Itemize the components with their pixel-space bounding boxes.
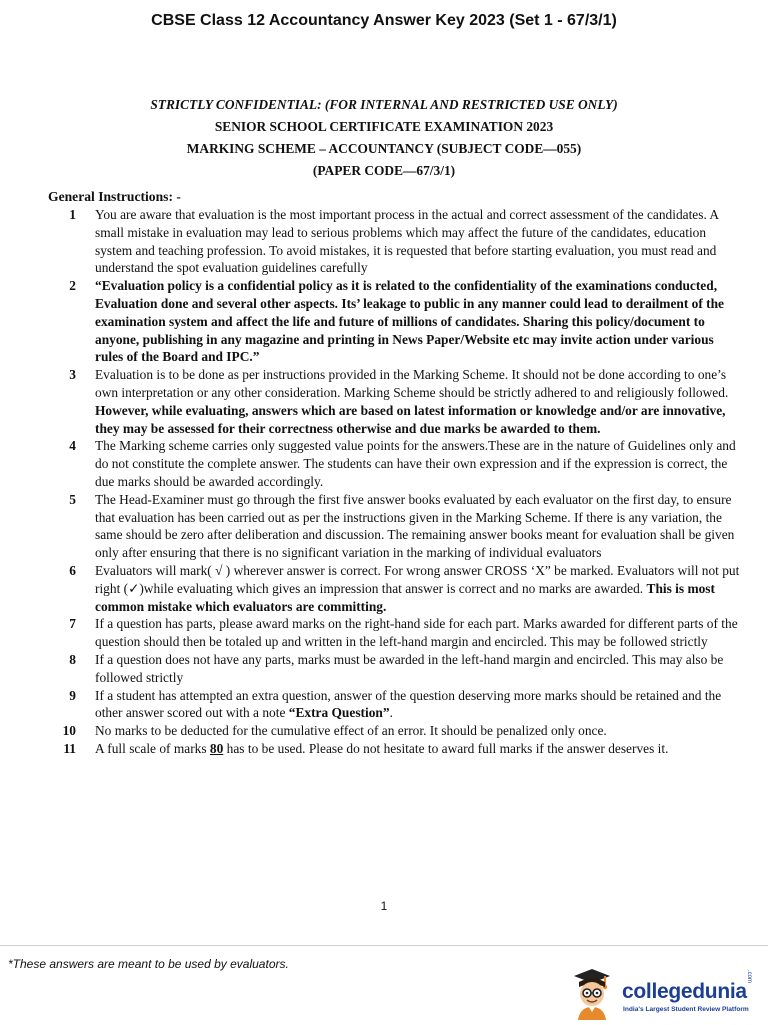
instruction-item-5 [48,491,740,562]
item-text: Evaluators will mark( √ ) wherever answer is correct. For wrong answer CROSS ‘X” be marked. Evaluators will not put right (✓)while evaluating which gives an impression that answer is correct and no marks are awarded. This is most common mistake which evaluators are committing. [95,562,740,614]
instruction-item-2 [48,277,740,366]
instructions-list [48,206,740,758]
logo-dotcom: .com [746,970,752,984]
document-title: CBSE Class 12 Accountancy Answer Key 2023 (Set 1 - 67/3/1) [151,12,617,29]
item-number: 4 [69,438,76,454]
item-text: A full scale of marks 80 has to be used. Please do not hesitate to award full marks if the answer deserves it. [95,740,669,756]
confidential-block [0,94,768,182]
item-number: 3 [69,367,76,383]
collegedunia-logo[interactable] [570,966,760,1020]
logo-tagline: India's Largest Student Review Platform [623,1006,749,1013]
footer-divider [0,945,768,946]
instruction-item-7 [48,615,740,651]
item-text: If a question does not have any parts, marks must be awarded in the left-hand margin and encircled. This may also be followed strictly [95,651,724,685]
item-number: 2 [69,278,76,294]
item-number: 11 [63,740,76,756]
item-text: The Head-Examiner must go through the first five answer books evaluated by each evaluator on the first day, to ensure that evaluation has been carried out as per the instructions given in the Marking Scheme. If there is any variation, the same should be zero after deliberation and discussion. The remaining answer books meant for evaluation shall be given only after ensuring that there is no significant variation in the marking of individual evaluators [95,491,735,561]
item-text: The Marking scheme carries only suggested value points for the answers.These are in the nature of Guidelines only and do not constitute the complete answer. The students can have their own expression and if the expression is correct, the due marks should be awarded accordingly. [95,438,736,489]
item-text: If a student has attempted an extra question, answer of the question deserving more marks should be retained and the other answer scored out with a note “Extra Question”. [95,687,722,721]
instruction-item-4 [48,437,740,490]
item-number: 5 [69,491,76,507]
paper-code: (PAPER CODE—67/3/1) [312,163,456,178]
footer-note: *These answers are meant to be used by evaluators. [8,957,289,971]
item-text: If a question has parts, please award marks on the right-hand side for each part. Marks awarded for different parts of the question should then be totaled up and written in the left-hand margin and encircled. This may be followed strictly [95,616,738,650]
item-number: 9 [69,687,76,703]
item-number: 8 [69,651,76,667]
general-instructions-heading: General Instructions: - [48,189,181,204]
page-number: 1 [380,899,388,913]
item-text: “Evaluation policy is a confidential policy as it is related to the confidentiality of the examinations conducted, Evaluation done and several other aspects. Its’ leakage to public in any manner could lead to derailment of the examination system and affect the life and future of millions of candidates. Sharing this policy/document to anyone, publishing in any magazine and printing in News Paper/Website etc may invite action under various rules of the Board and IPC.” [95,278,724,365]
item-number: 6 [69,562,76,578]
instruction-item-3 [48,366,740,437]
instruction-item-9 [48,687,740,723]
student-mascot-icon [570,966,618,1020]
confidential-line: STRICTLY CONFIDENTIAL: (FOR INTERNAL AND RESTRICTED USE ONLY) [150,97,618,112]
instruction-item-1 [48,206,740,277]
item-number: 7 [69,616,76,632]
instruction-item-6 [48,562,740,615]
full-marks-value: 80 [209,740,224,756]
item-number: 1 [69,207,76,222]
instruction-item-11 [48,740,740,758]
instruction-item-8 [48,651,740,687]
item-text: Evaluation is to be done as per instructions provided in the Marking Scheme. It should not be done according to one’s own interpretation or any other consideration. Marking Scheme should be strictly adhered to and religiously followed. However, while evaluating, answers which are based on latest information or knowledge and/or are innovative, they may be assessed for their correctness otherwise and due marks be awarded to them. [95,367,729,436]
item-text: No marks to be deducted for the cumulative effect of an error. It should be penalized only once. [95,723,607,739]
item-text: You are aware that evaluation is the most important process in the actual and correct assessment of the candidates. A small mistake in evaluation may lead to serious problems which may affect the future of the candidates, education system and teaching profession. To avoid mistakes, it is requested that before starting evaluation, you must read and understand the spot evaluation guidelines carefully [95,207,719,276]
marking-scheme-title: MARKING SCHEME – ACCOUNTANCY (SUBJECT CODE—055) [186,141,582,156]
instruction-item-10 [48,722,740,740]
exam-name: SENIOR SCHOOL CERTIFICATE EXAMINATION 2023 [214,119,554,134]
logo-wordmark: collegedunia [622,980,747,1003]
item-number: 10 [62,723,76,739]
